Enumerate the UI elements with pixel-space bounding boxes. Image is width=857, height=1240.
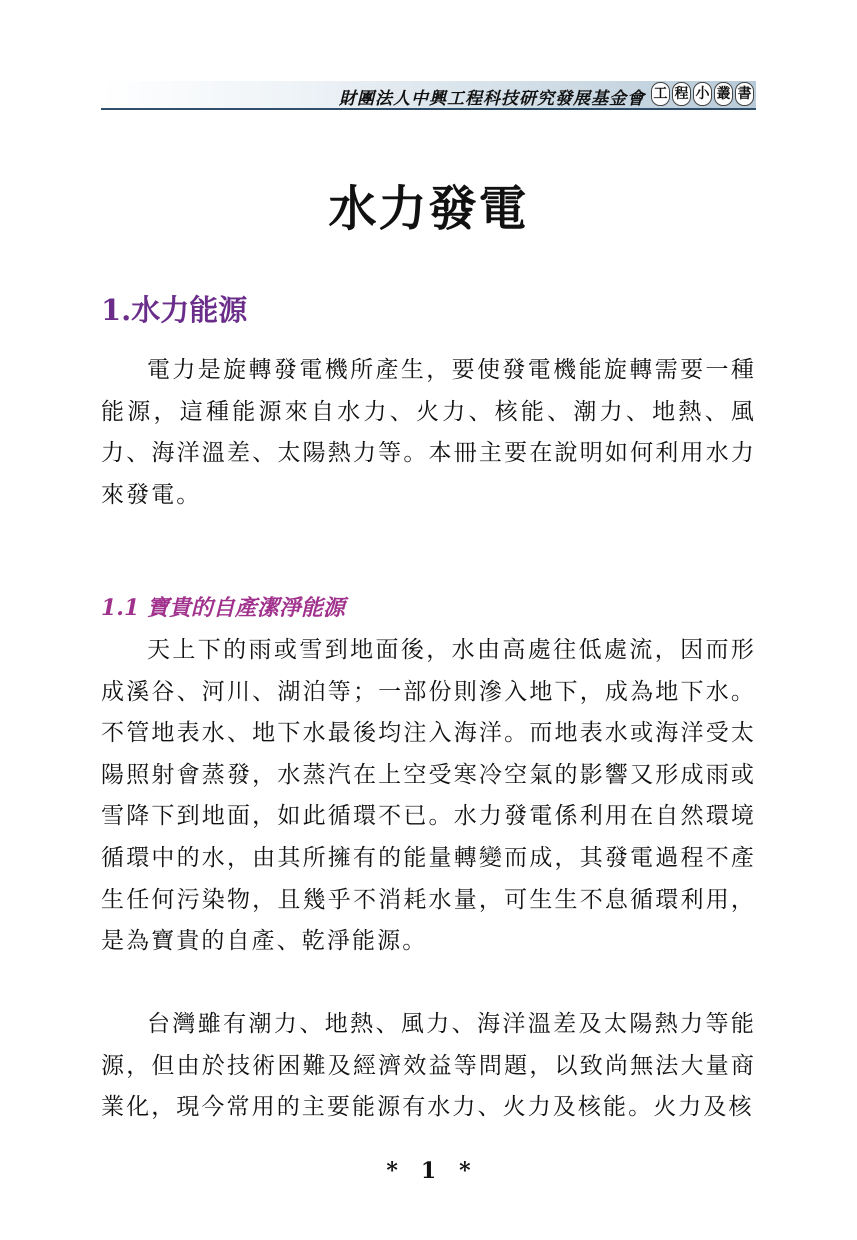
section-heading: 1.水力能源	[101, 293, 248, 327]
subsection-heading: 1.1 寶貴的自產潔淨能源	[101, 595, 345, 621]
badge-char: 工	[651, 82, 670, 106]
badge-char: 叢	[714, 82, 733, 106]
header-organization: 財團法人中興工程科技研究發展基金會	[339, 89, 645, 109]
series-badge	[651, 82, 754, 106]
badge-char: 小	[693, 82, 712, 106]
badge-char: 書	[735, 82, 754, 106]
subsection-paragraph: 台灣雖有潮力、地熱、風力、海洋溫差及太陽熱力等能源，但由於技術困難及經濟效益等問題，以致尚無法大量商業化，現今常用的主要能源有水力、火力及核能。火力及核	[101, 1011, 756, 1121]
section-paragraph: 電力是旋轉發電機所產生，要使發電機能旋轉需要一種能源，這種能源來自水力、火力、核能、潮力、地熱、風力、海洋溫差、太陽熱力等。本冊主要在說明如何利用水力來發電。	[101, 357, 756, 508]
subsection-paragraph: 天上下的雨或雪到地面後，水由高處往低處流，因而形成溪谷、河川、湖泊等；一部份則滲入地下，成為地下水。不管地表水、地下水最後均注入海洋。而地表水或海洋受太陽照射會蒸發，水蒸汽在上空受寒冷空氣的影響又形成雨或雪降下到地面，如此循環不已。水力發電係利用在自然環境循環中的水，由其所擁有的能量轉變而成，其發電過程不產生任何污染物，且幾乎不消耗水量，可生生不息循環利用，是為寶貴的自產、乾淨能源。	[101, 637, 756, 955]
page-title: 水力發電	[328, 181, 529, 237]
badge-char: 程	[672, 82, 691, 106]
page-number: * 1 *	[386, 1158, 471, 1184]
